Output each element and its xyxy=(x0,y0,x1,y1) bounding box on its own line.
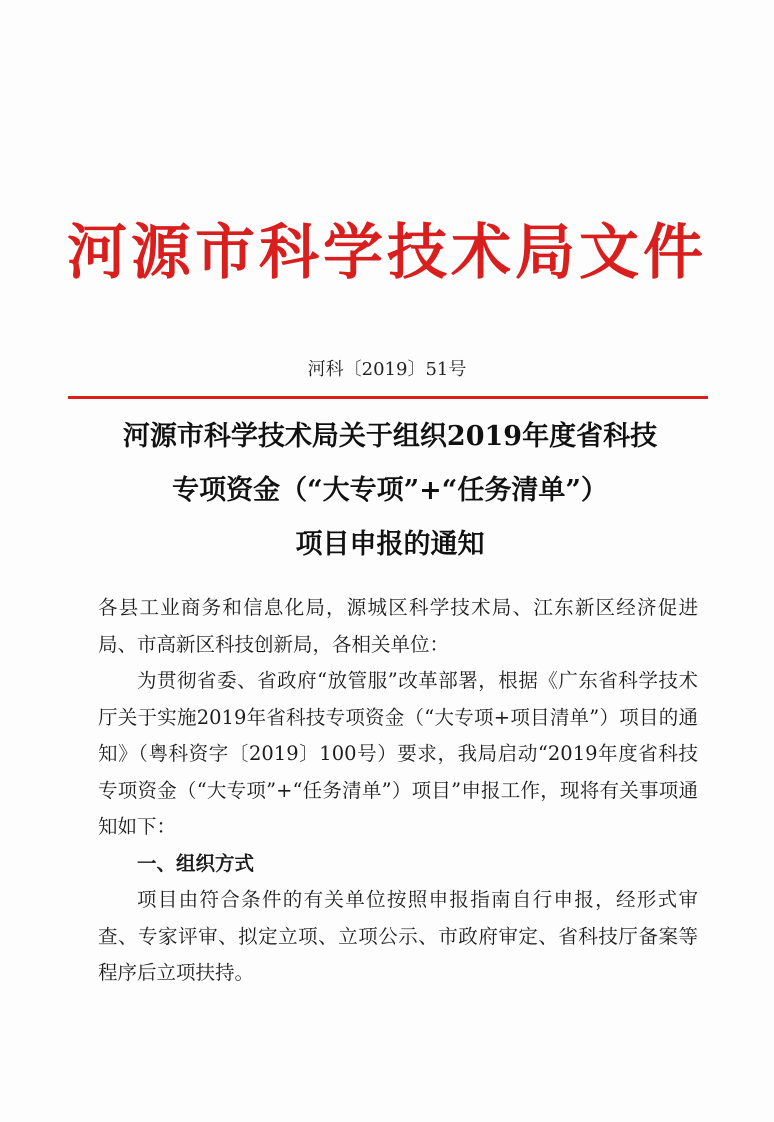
notice-title-line-3: 项目申报的通知 xyxy=(295,529,485,560)
paragraph-intro: 为贯彻省委、省政府“放管服”改革部署，根据《广东省科学技术厅关于实施2019年省科技专项资金（“大专项+项目清单”）项目的通知》（粤科资字〔2019〕100号）要求，我局启动“2019年度省科技专项资金（“大专项”+“任务清单”）项目”申报工作，现将有关事项通知如下： xyxy=(98,669,698,838)
notice-title-line-1: 河源市科学技术局关于组织2019年度省科技 xyxy=(122,421,658,452)
addressees: 各县工业商务和信息化局，源城区科学技术局、江东新区经济促进局、市高新区科技创新局，各相关单位： xyxy=(98,596,698,656)
notice-title xyxy=(70,410,710,572)
issuing-organization-title: 河源市科学技术局文件 xyxy=(67,218,707,288)
paragraph-organization: 项目由符合条件的有关单位按照申报指南自行申报，经形式审查、专家评审、拟定立项、立项公示、市政府审定、省科技厅备案等程序后立项扶持。 xyxy=(98,888,698,984)
section-heading-organization: 一、组织方式 xyxy=(137,851,255,875)
document-number: 河科〔2019〕51号 xyxy=(307,359,467,380)
document-body xyxy=(98,590,698,992)
notice-title-line-2: 专项资金（“大专项”+“任务清单”） xyxy=(172,475,608,506)
red-separator-line xyxy=(68,396,708,399)
